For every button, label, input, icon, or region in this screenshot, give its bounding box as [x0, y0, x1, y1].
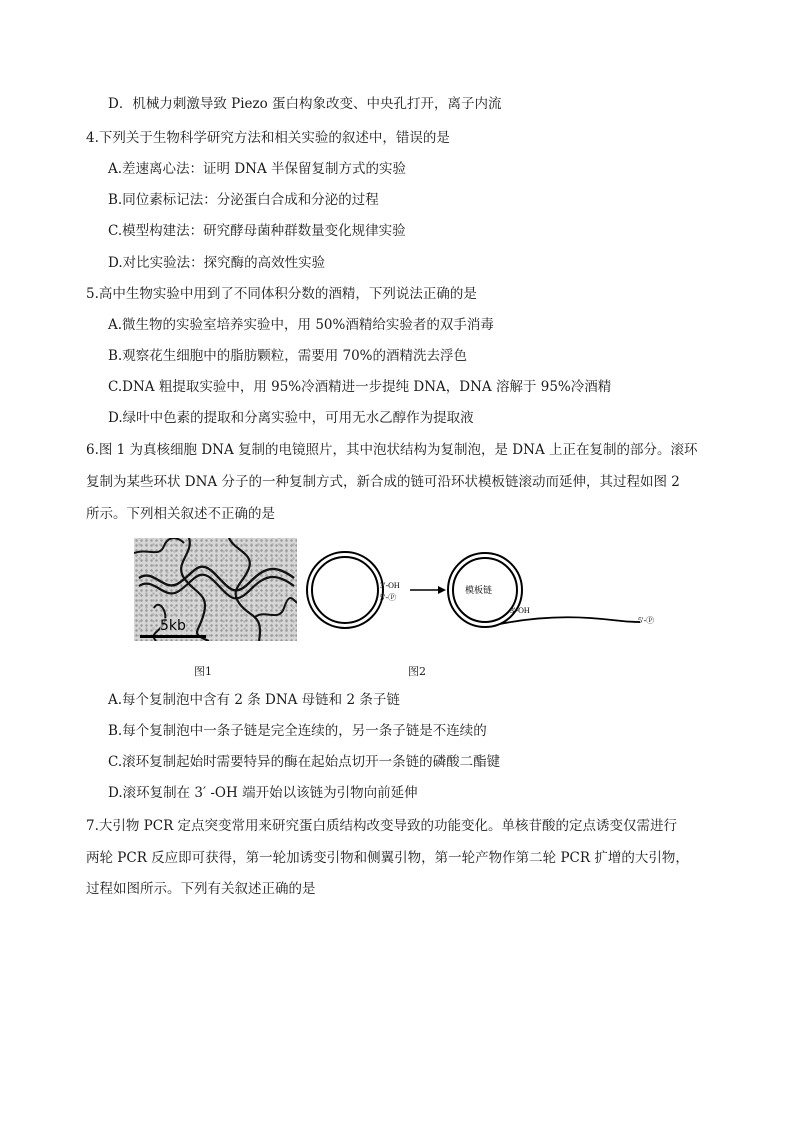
rolling-circle-diagram: [300, 538, 680, 668]
q7-stem-line-3: 过程如图所示。下列有关叙述正确的是: [86, 881, 316, 897]
circle-outer-strand: [307, 552, 383, 628]
figure-2-rolling-circle: [300, 538, 680, 668]
q4-option-d: D.对比实验法：探究酶的高效性实验: [108, 255, 326, 271]
q3-option-d: D．机械力刺激导致 Piezo 蛋白构象改变、中央孔打开，离子内流: [108, 96, 502, 112]
label-3oh-b: 3'-OH: [510, 606, 530, 615]
q4-option-c: C.模型构建法：研究酵母菌种群数量变化规律实验: [108, 223, 406, 239]
figure-2-caption: 图2: [408, 665, 426, 678]
label-5p: 5'-Ⓟ: [380, 593, 397, 602]
q6-stem-line-3: 所示。下列相关叙述不正确的是: [86, 506, 275, 522]
q4-option-a: A.差速离心法：证明 DNA 半保留复制方式的实验: [108, 161, 407, 177]
scale-bar: [140, 635, 206, 638]
q7-stem-line-1: 7.大引物 PCR 定点突变常用来研究蛋白质结构改变导致的功能变化。单核苷酸的定点诱变仅需进行: [86, 818, 678, 834]
q5-stem: 5.高中生物实验中用到了不同体积分数的酒精，下列说法正确的是: [86, 286, 477, 302]
q6-option-a: A.每个复制泡中含有 2 条 DNA 母链和 2 条子链: [108, 692, 400, 708]
scale-label: 5kb: [160, 618, 186, 634]
template-label: 模板链: [465, 586, 493, 596]
displaced-strand: [500, 617, 640, 624]
q7-stem-line-2: 两轮 PCR 反应即可获得，第一轮加诱变引物和侧翼引物，第一轮产物作第二轮 PCR 扩增的大引物，: [86, 850, 689, 866]
label-3oh: 3'-OH: [380, 581, 400, 590]
q5-option-c: C.DNA 粗提取实验中，用 95%冷酒精进一步提纯 DNA，DNA 溶解于 95%冷酒精: [108, 379, 612, 395]
q6-option-b: B.每个复制泡中一条子链是完全连续的，另一条子链是不连续的: [108, 723, 487, 739]
q6-stem-line-1: 6.图 1 为真核细胞 DNA 复制的电镜照片，其中泡状结构为复制泡，是 DNA 上正在复制的部分。滚环: [86, 442, 698, 458]
q5-option-a: A.微生物的实验室培养实验中，用 50%酒精给实验者的双手消毒: [108, 317, 494, 333]
q6-stem-line-2: 复制为某些环状 DNA 分子的一种复制方式，新合成的链可沿环状模板链滚动而延伸，其过程如图 2: [86, 474, 680, 490]
q4-option-b: B.同位素标记法：分泌蛋白合成和分泌的过程: [108, 192, 379, 208]
q6-option-c: C.滚环复制起始时需要特异的酶在起始点切开一条链的磷酸二酯键: [108, 754, 501, 770]
q6-option-d: D.滚环复制在 3′ -OH 端开始以该链为引物向前延伸: [108, 785, 418, 801]
label-5p-b: 5'-Ⓟ: [638, 616, 655, 625]
q4-stem: 4.下列关于生物科学研究方法和相关实验的叙述中，错误的是: [86, 130, 450, 146]
circle-inner-strand: [312, 557, 378, 623]
figure-1-micrograph: [134, 538, 297, 641]
micrograph-dna-strands: [134, 538, 297, 641]
q5-option-b: B.观察花生细胞中的脂肪颗粒，需要用 70%的酒精洗去浮色: [108, 348, 468, 364]
arrow-head: [438, 586, 446, 594]
q5-option-d: D.绿叶中色素的提取和分离实验中，可用无水乙醇作为提取液: [108, 410, 474, 426]
figure-1-caption: 图1: [194, 665, 212, 678]
